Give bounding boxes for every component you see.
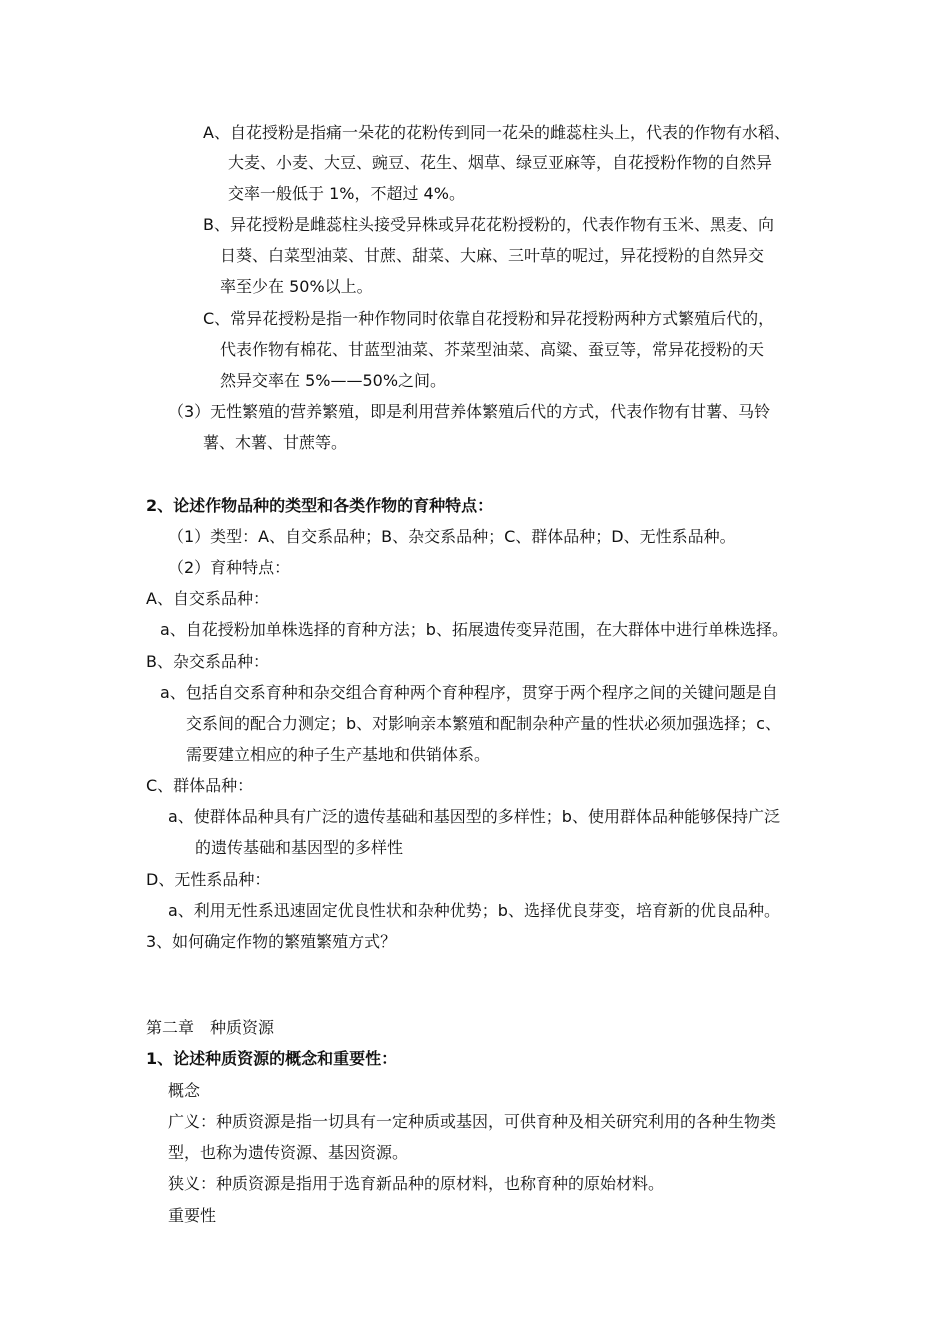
question-2-heading: 2、论述作物品种的类型和各类作物的育种特点： (146, 496, 494, 515)
breeding-features-heading: （2）育种特点： (168, 558, 291, 577)
section-a-text: a、自花授粉加单株选择的育种方法；b、拓展遗传变异范围，在大群体中进行单株选择。 (160, 620, 788, 639)
section-d-heading: D、无性系品种： (146, 870, 271, 889)
question-3: 3、如何确定作物的繁殖繁殖方式？ (146, 932, 397, 951)
item-3-line-2: 薯、木薯、甘蔗等。 (203, 433, 348, 452)
para-c-line-1: C、常异花授粉是指一种作物同时依靠自花授粉和异花授粉两种方式繁殖后代的， (203, 309, 775, 328)
chapter-2-heading: 第二章 种质资源 (146, 1018, 275, 1037)
para-b-line-1: B、异花授粉是雌蕊柱头接受异株或异花花粉授粉的，代表作物有玉米、黑麦、向 (203, 215, 774, 234)
concept-heading: 概念 (168, 1081, 201, 1100)
section-c-heading: C、群体品种： (146, 776, 254, 795)
para-a-line-2: 大麦、小麦、大豆、豌豆、花生、烟草、绿豆亚麻等，自花授粉作物的自然异 (228, 153, 773, 172)
section-d-text: a、利用无性系迅速固定优良性状和杂种优势；b、选择优良芽变，培育新的优良品种。 (168, 901, 780, 920)
item-3-line-1: （3）无性繁殖的营养繁殖，即是利用营养体繁殖后代的方式，代表作物有甘薯、马铃 (168, 402, 771, 421)
para-b-line-3: 率至少在 50%以上。 (220, 277, 373, 296)
section-a-heading: A、自交系品种： (146, 589, 269, 608)
para-c-line-2: 代表作物有棉花、甘蓝型油菜、芥菜型油菜、高粱、蚕豆等，常异花授粉的天 (220, 340, 765, 359)
section-b-line-2: 交系间的配合力测定；b、对影响亲本繁殖和配制杂种产量的性状必须加强选择；c、 (186, 714, 781, 733)
para-b-line-2: 日葵、白菜型油菜、甘蔗、甜菜、大麻、三叶草的呢过，异花授粉的自然异交 (220, 246, 765, 265)
section-b-heading: B、杂交系品种： (146, 652, 269, 671)
para-a-line-1: A、自花授粉是指痛一朵花的花粉传到同一花朵的雌蕊柱头上，代表的作物有水稻、 (203, 123, 790, 142)
para-c-line-3: 然异交率在 5%——50%之间。 (220, 371, 447, 390)
section-b-line-1: a、包括自交系育种和杂交组合育种两个育种程序，贯穿于两个程序之间的关键问题是自 (160, 683, 778, 702)
section-b-line-3: 需要建立相应的种子生产基地和供销体系。 (186, 745, 491, 764)
importance-heading: 重要性 (168, 1206, 217, 1225)
section-c-line-2: 的遗传基础和基因型的多样性 (195, 838, 404, 857)
para-a-line-3: 交率一般低于 1%，不超过 4%。 (228, 184, 465, 203)
narrow-definition: 狭义：种质资源是指用于选育新品种的原材料，也称育种的原始材料。 (168, 1174, 665, 1193)
broad-definition-line-2: 型，也称为遗传资源、基因资源。 (168, 1143, 409, 1162)
section-c-line-1: a、使群体品种具有广泛的遗传基础和基因型的多样性；b、使用群体品种能够保持广泛 (168, 807, 780, 826)
chapter-2-question-1: 1、论述种质资源的概念和重要性： (146, 1049, 398, 1068)
broad-definition-line-1: 广义：种质资源是指一切具有一定种质或基因，可供育种及相关研究利用的各种生物类 (168, 1112, 777, 1131)
types-line: （1）类型：A、自交系品种；B、杂交系品种；C、群体品种；D、无性系品种。 (168, 527, 736, 546)
